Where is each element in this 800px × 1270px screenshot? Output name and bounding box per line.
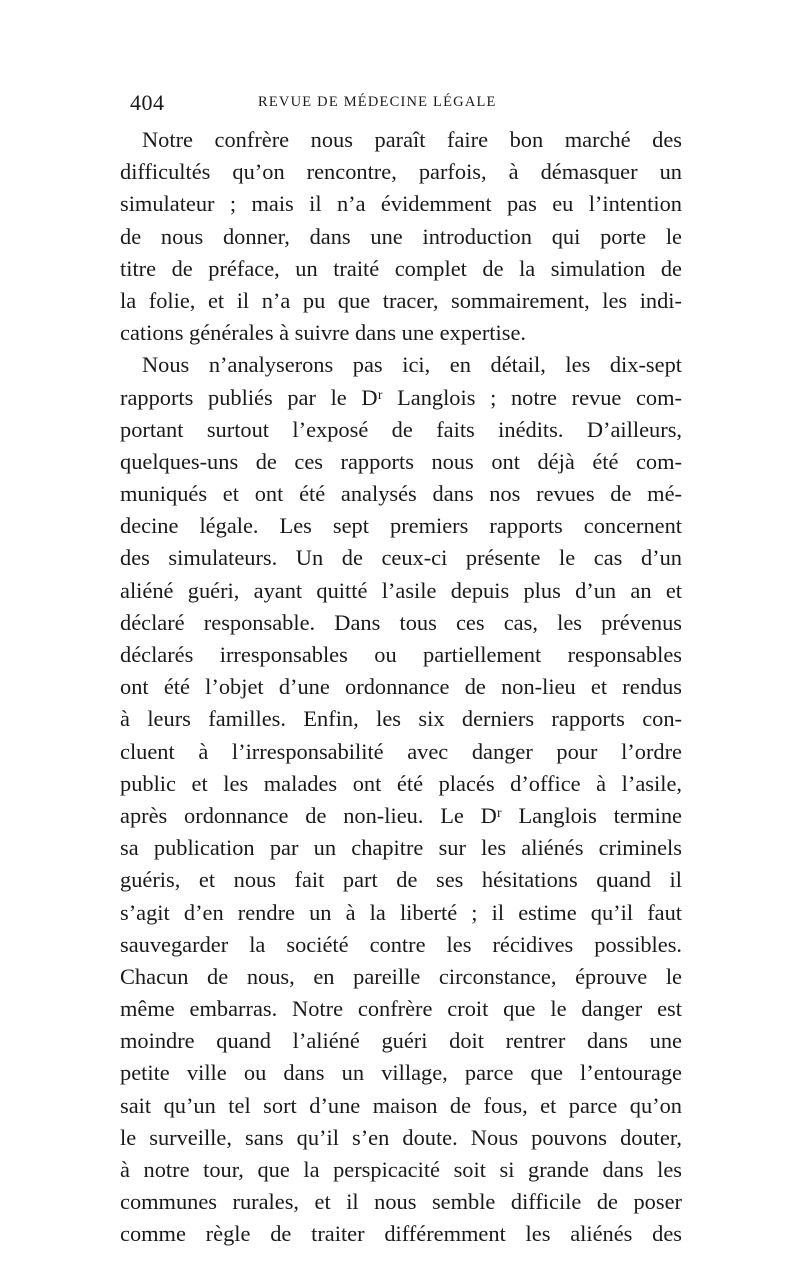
text-line: portant surtout l’exposé de faits inédits. D’ailleurs, [120,416,682,442]
text-line: sait qu’un tel sort d’une maison de fous, et parce qu’on [120,1092,682,1118]
text-line: public et les malades ont été placés d’office à l’asile, [120,770,682,796]
text-line: s’agit d’en rendre un à la liberté ; il estime qu’il faut [120,899,682,925]
text-line: simulateur ; mais il n’a évidemment pas eu l’intention [120,191,682,217]
text-line: de nous donner, dans une introduction qui porte le [120,223,682,249]
text-line: ont été l’objet d’une ordonnance de non-lieu et rendus [120,674,682,700]
text-line: Chacun de nous, en pareille circonstance, éprouve le [120,963,682,989]
text-line: communes rurales, et il nous semble difficile de poser [120,1189,682,1215]
text-line: cations générales à suivre dans une expertise. [120,320,526,346]
text-line: comme règle de traiter différemment les aliénés des [120,1221,682,1247]
text-line: Notre confrère nous paraît faire bon marché des [142,127,682,152]
text-line: même embarras. Notre confrère croit que le danger est [120,996,682,1022]
text-line: à leurs familles. Enfin, les six derniers rapports con- [120,706,682,732]
body-text [120,124,682,1251]
text-line: muniqués et ont été analysés dans nos revues de mé- [120,481,682,507]
text-line: des simulateurs. Un de ceux-ci présente le cas d’un [120,545,682,571]
text-line: guéris, et nous fait part de ses hésitations quand il [120,867,682,893]
text-line: Nous n’analyserons pas ici, en détail, les dix-sept [142,352,682,378]
text-line: cluent à l’irresponsabilité avec danger pour l’ordre [120,738,682,764]
page-number: 404 [130,90,165,115]
text-line: decine légale. Les sept premiers rapports concernent [120,513,682,539]
running-head [120,90,680,116]
text-line: après ordonnance de non-lieu. Le Dʳ Langlois termine [120,802,682,828]
text-line: sauvegarder la société contre les récidives possibles. [120,931,682,957]
text-line: déclarés irresponsables ou partiellement responsables [120,642,682,667]
journal-title: REVUE DE MÉDECINE LÉGALE [258,94,497,110]
text-line: moindre quand l’aliéné guéri doit rentrer dans une [120,1028,682,1054]
text-line: rapports publiés par le Dʳ Langlois ; notre revue com- [120,384,682,410]
text-line: le surveille, sans qu’il s’en doute. Nous pouvons douter, [120,1124,682,1150]
text-line: aliéné guéri, ayant quitté l’asile depuis plus d’un an et [120,577,682,603]
text-line: à notre tour, que la perspicacité soit si grande dans les [120,1157,682,1182]
text-line: titre de préface, un traité complet de la simulation de [120,255,682,281]
text-line: sa publication par un chapitre sur les aliénés criminels [120,835,682,861]
text-line: petite ville ou dans un village, parce que l’entourage [120,1060,682,1086]
text-line: la folie, et il n’a pu que tracer, sommairement, les indi- [120,287,682,313]
text-line: difficultés qu’on rencontre, parfois, à démasquer un [120,159,682,185]
text-line: déclaré responsable. Dans tous ces cas, les prévenus [120,609,682,635]
text-line: quelques-uns de ces rapports nous ont déjà été com- [120,448,682,474]
